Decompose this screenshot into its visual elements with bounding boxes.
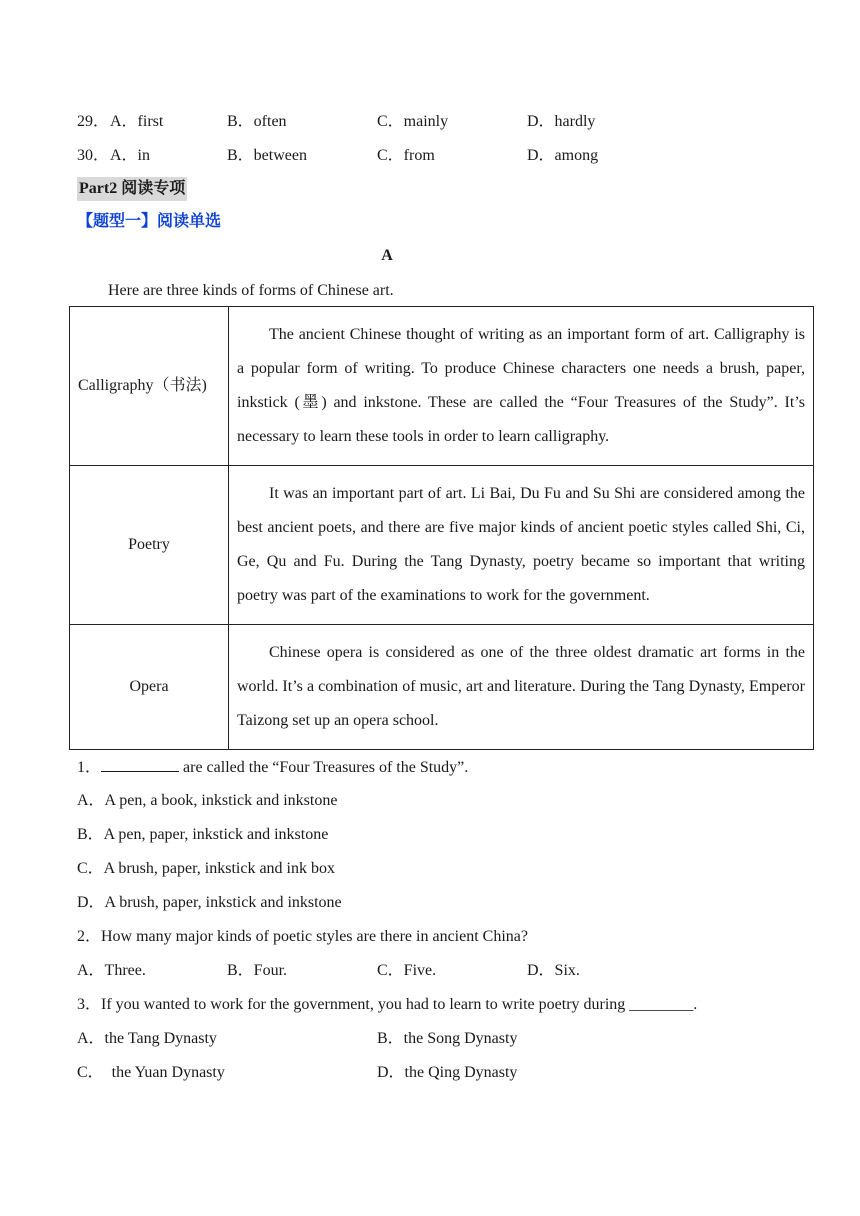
option-d[interactable]: D．among xyxy=(527,147,599,164)
part-title: Part2 阅读专项 xyxy=(77,177,187,201)
option-d[interactable]: D．hardly xyxy=(527,113,596,130)
option-a[interactable]: A．Three. xyxy=(77,962,146,979)
option-c[interactable]: C．from xyxy=(377,147,435,164)
art-form-description: The ancient Chinese thought of writing as an important form of art. Calligraphy is a popular form of writing. To produce Chinese characters one needs a brush, paper, inkstick (墨) and inkstone. These are called the “Four Treasures of the Study”. It’s necessary to learn these tools in order to learn calligraphy. xyxy=(229,307,814,466)
question-type-title: 【题型一】阅读单选 xyxy=(77,213,222,230)
option-a[interactable]: A．first xyxy=(110,113,164,130)
option-c[interactable]: C．A brush, paper, inkstick and ink box xyxy=(77,860,336,877)
option-a[interactable]: A．in xyxy=(110,147,151,164)
option-d[interactable]: D．Six. xyxy=(527,962,580,979)
option-a[interactable]: A．A pen, a book, inkstick and inkstone xyxy=(77,792,338,809)
question-stem: 2．How many major kinds of poetic styles are there in ancient China? xyxy=(77,928,528,945)
option-d[interactable]: D．A brush, paper, inkstick and inkstone xyxy=(77,894,342,911)
option-b[interactable]: B．between xyxy=(227,147,307,164)
option-b[interactable]: B．the Song Dynasty xyxy=(377,1030,518,1047)
art-form-name: Opera xyxy=(70,625,229,750)
option-b[interactable]: B．often xyxy=(227,113,287,130)
passage-label: A xyxy=(381,247,393,264)
art-forms-table xyxy=(69,306,814,750)
option-a[interactable]: A．the Tang Dynasty xyxy=(77,1030,217,1047)
question-stem xyxy=(77,757,468,778)
question-stem: 3．If you wanted to work for the government, you had to learn to write poetry during ________. xyxy=(77,996,698,1013)
option-c[interactable]: C． the Yuan Dynasty xyxy=(77,1064,225,1081)
table-row xyxy=(70,625,814,750)
answer-blank[interactable] xyxy=(101,757,179,772)
option-c[interactable]: C．mainly xyxy=(377,113,449,130)
question-number: 1． xyxy=(77,759,102,776)
option-c[interactable]: C．Five. xyxy=(377,962,437,979)
art-form-description: Chinese opera is considered as one of the three oldest dramatic art forms in the world. It’s a combination of music, art and literature. During the Tang Dynasty, Emperor Taizong set up an opera school. xyxy=(229,625,814,750)
art-form-name: Poetry xyxy=(70,466,229,625)
table-row xyxy=(70,466,814,625)
option-b[interactable]: B．A pen, paper, inkstick and inkstone xyxy=(77,826,329,843)
option-b[interactable]: B．Four. xyxy=(227,962,288,979)
table-row xyxy=(70,307,814,466)
question-text: are called the “Four Treasures of the Study”. xyxy=(179,759,469,776)
question-number: 30． xyxy=(77,147,110,164)
passage-intro: Here are three kinds of forms of Chinese art. xyxy=(108,282,394,299)
art-form-name: Calligraphy（书法) xyxy=(70,307,229,466)
question-number: 29． xyxy=(77,113,110,130)
option-d[interactable]: D．the Qing Dynasty xyxy=(377,1064,518,1081)
art-form-description: It was an important part of art. Li Bai, Du Fu and Su Shi are considered among the best ancient poets, and there are five major kinds of ancient poetic styles called Shi, Ci, Ge, Qu and Fu. During the Tang Dynasty, poetry became so important that writing poetry was part of the examinations to work for the government. xyxy=(229,466,814,625)
